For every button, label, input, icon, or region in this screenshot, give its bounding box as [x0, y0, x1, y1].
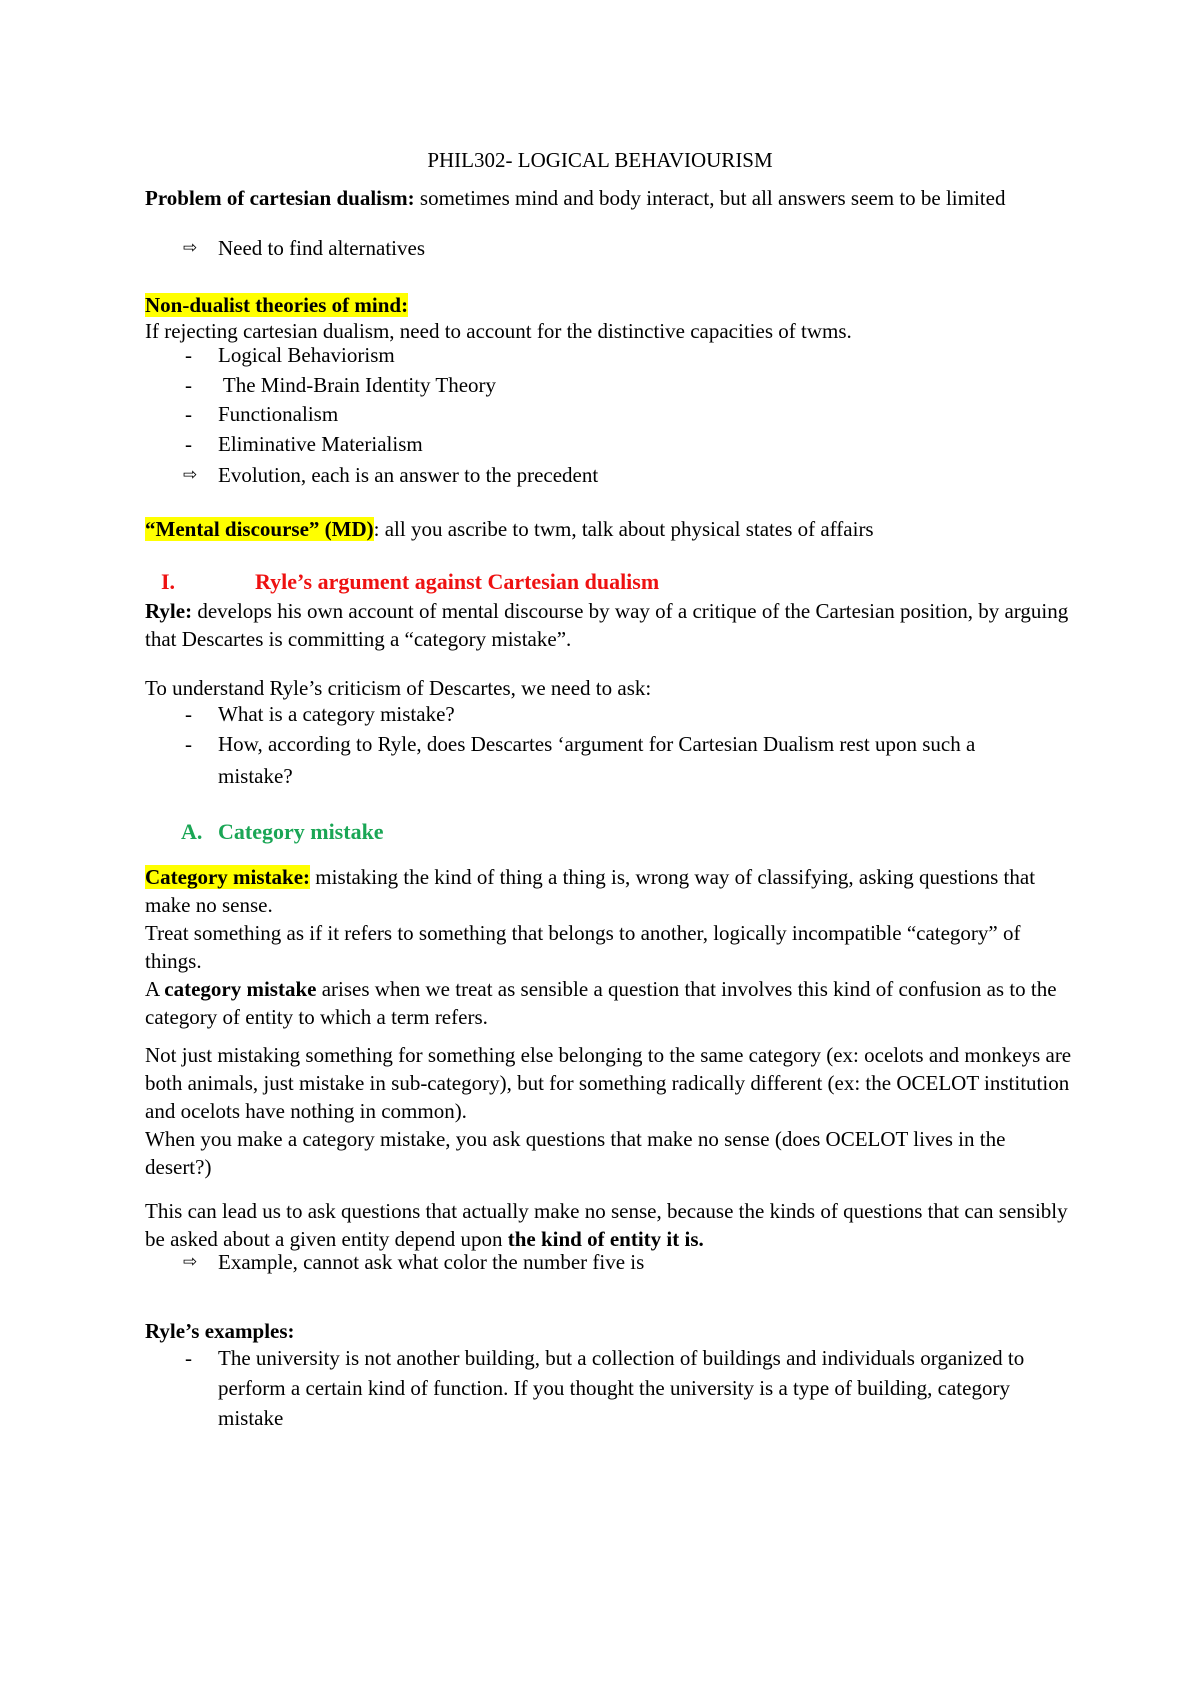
page-title: PHIL302- LOGICAL BEHAVIOURISM — [427, 148, 773, 172]
arises-term: category mistake — [164, 977, 317, 1001]
list-item — [185, 398, 1065, 430]
list-item-text: Functionalism — [218, 402, 339, 426]
non-dualist-intro: If rejecting cartesian dualism, need to account for the distinctive capacities of twms. — [145, 319, 852, 343]
list-item-text: The Mind-Brain Identity Theory — [218, 373, 497, 397]
non-dualist-heading-line — [145, 291, 1075, 319]
ryle-text: develops his own account of mental discourse by way of a critique of the Cartesian position, by arguing that Descartes is committing a “category mistake”. — [145, 599, 1069, 651]
ryle-examples-heading-line — [145, 1317, 1075, 1345]
ryle-label: Ryle: — [145, 599, 193, 623]
list-item — [185, 369, 1065, 401]
list-item — [185, 428, 1065, 460]
section-title: Ryle’s argument against Cartesian dualism — [255, 569, 660, 594]
non-dualist-heading: Non-dualist theories of mind: — [145, 293, 409, 317]
treat-text: Treat something as if it refers to something that belongs to another, logically incompatible “category” of things. — [145, 921, 1021, 973]
definition-text: mistaking the kind of thing a thing is, wrong way of classifying, asking questions that make no sense. — [145, 865, 1036, 917]
list-item-text: What is a category mistake? — [218, 702, 455, 726]
arrow-item-text: Evolution, each is an answer to the precedent — [218, 463, 599, 487]
md-heading: “Mental discourse” (MD) — [145, 517, 374, 541]
list-item — [185, 339, 1065, 371]
problem-text: sometimes mind and body interact, but all answers seem to be limited — [414, 186, 1006, 210]
arises-prefix: A — [145, 977, 165, 1001]
list-item-text: The university is not another building, but a collection of buildings and individuals organized to perform a certain kind of function. If you thought the university is a type of building, category mistake — [218, 1346, 1025, 1430]
ryle-examples-heading: Ryle’s examples: — [145, 1319, 295, 1343]
problem-paragraph — [145, 184, 1075, 212]
dash-bullet: - — [185, 702, 192, 726]
section-title: Category mistake — [218, 819, 384, 844]
arrow-item — [183, 234, 1063, 262]
md-paragraph — [145, 515, 1075, 543]
arrow-item — [183, 461, 1063, 489]
lead-paragraph — [145, 1197, 1075, 1253]
section-number: I. — [161, 569, 176, 594]
arrow-item-text: Need to find alternatives — [218, 236, 426, 260]
definition-term: Category mistake: — [145, 865, 311, 889]
md-text: : all you ascribe to twm, talk about physical states of affairs — [373, 517, 874, 541]
list-item — [185, 728, 1045, 792]
arrow-item-text: Example, cannot ask what color the number five is — [218, 1250, 645, 1274]
dash-bullet: - — [185, 1346, 192, 1370]
arrow-bullet-icon: ⇨ — [183, 238, 198, 258]
not-just-text: Not just mistaking something for something else belonging to the same category (ex: ocelots and monkeys are both animals, just mistake in sub-category), but for something radically different (ex: the OCELOT institution and ocelots have nothing in common). — [145, 1043, 1072, 1123]
list-item — [185, 698, 1065, 730]
list-item — [185, 1343, 1055, 1433]
ask-intro: To understand Ryle’s criticism of Descartes, we need to ask: — [145, 676, 652, 700]
category-mistake-definition — [145, 863, 1075, 1031]
dash-bullet: - — [185, 373, 192, 397]
arrow-bullet-icon: ⇨ — [183, 465, 198, 485]
lead-text: This can lead us to ask questions that actually make no sense, because the kinds of questions that can sensibly be asked about a given entity depend upon — [145, 1199, 1068, 1251]
arrow-bullet-icon: ⇨ — [183, 1252, 198, 1272]
dash-bullet: - — [185, 343, 192, 367]
arrow-item — [183, 1248, 1063, 1276]
not-just-paragraph — [145, 1041, 1075, 1181]
section-number: A. — [181, 819, 203, 844]
when-text: When you make a category mistake, you ask questions that make no sense (does OCELOT lives in the desert?) — [145, 1127, 1006, 1179]
list-item-text: Eliminative Materialism — [218, 432, 423, 456]
arises-text: arises when we treat as sensible a question that involves this kind of confusion as to the category of entity to which a term refers. — [145, 977, 1057, 1029]
problem-heading: Problem of cartesian dualism: — [145, 186, 415, 210]
dash-bullet: - — [185, 732, 192, 756]
list-item-text: How, according to Ryle, does Descartes ‘argument for Cartesian Dualism rest upon such a mistake? — [218, 732, 976, 788]
dash-bullet: - — [185, 432, 192, 456]
lead-emphasis: the kind of entity it is. — [507, 1227, 704, 1251]
list-item-text: Logical Behaviorism — [218, 343, 395, 367]
ryle-paragraph — [145, 597, 1075, 653]
dash-bullet: - — [185, 402, 192, 426]
